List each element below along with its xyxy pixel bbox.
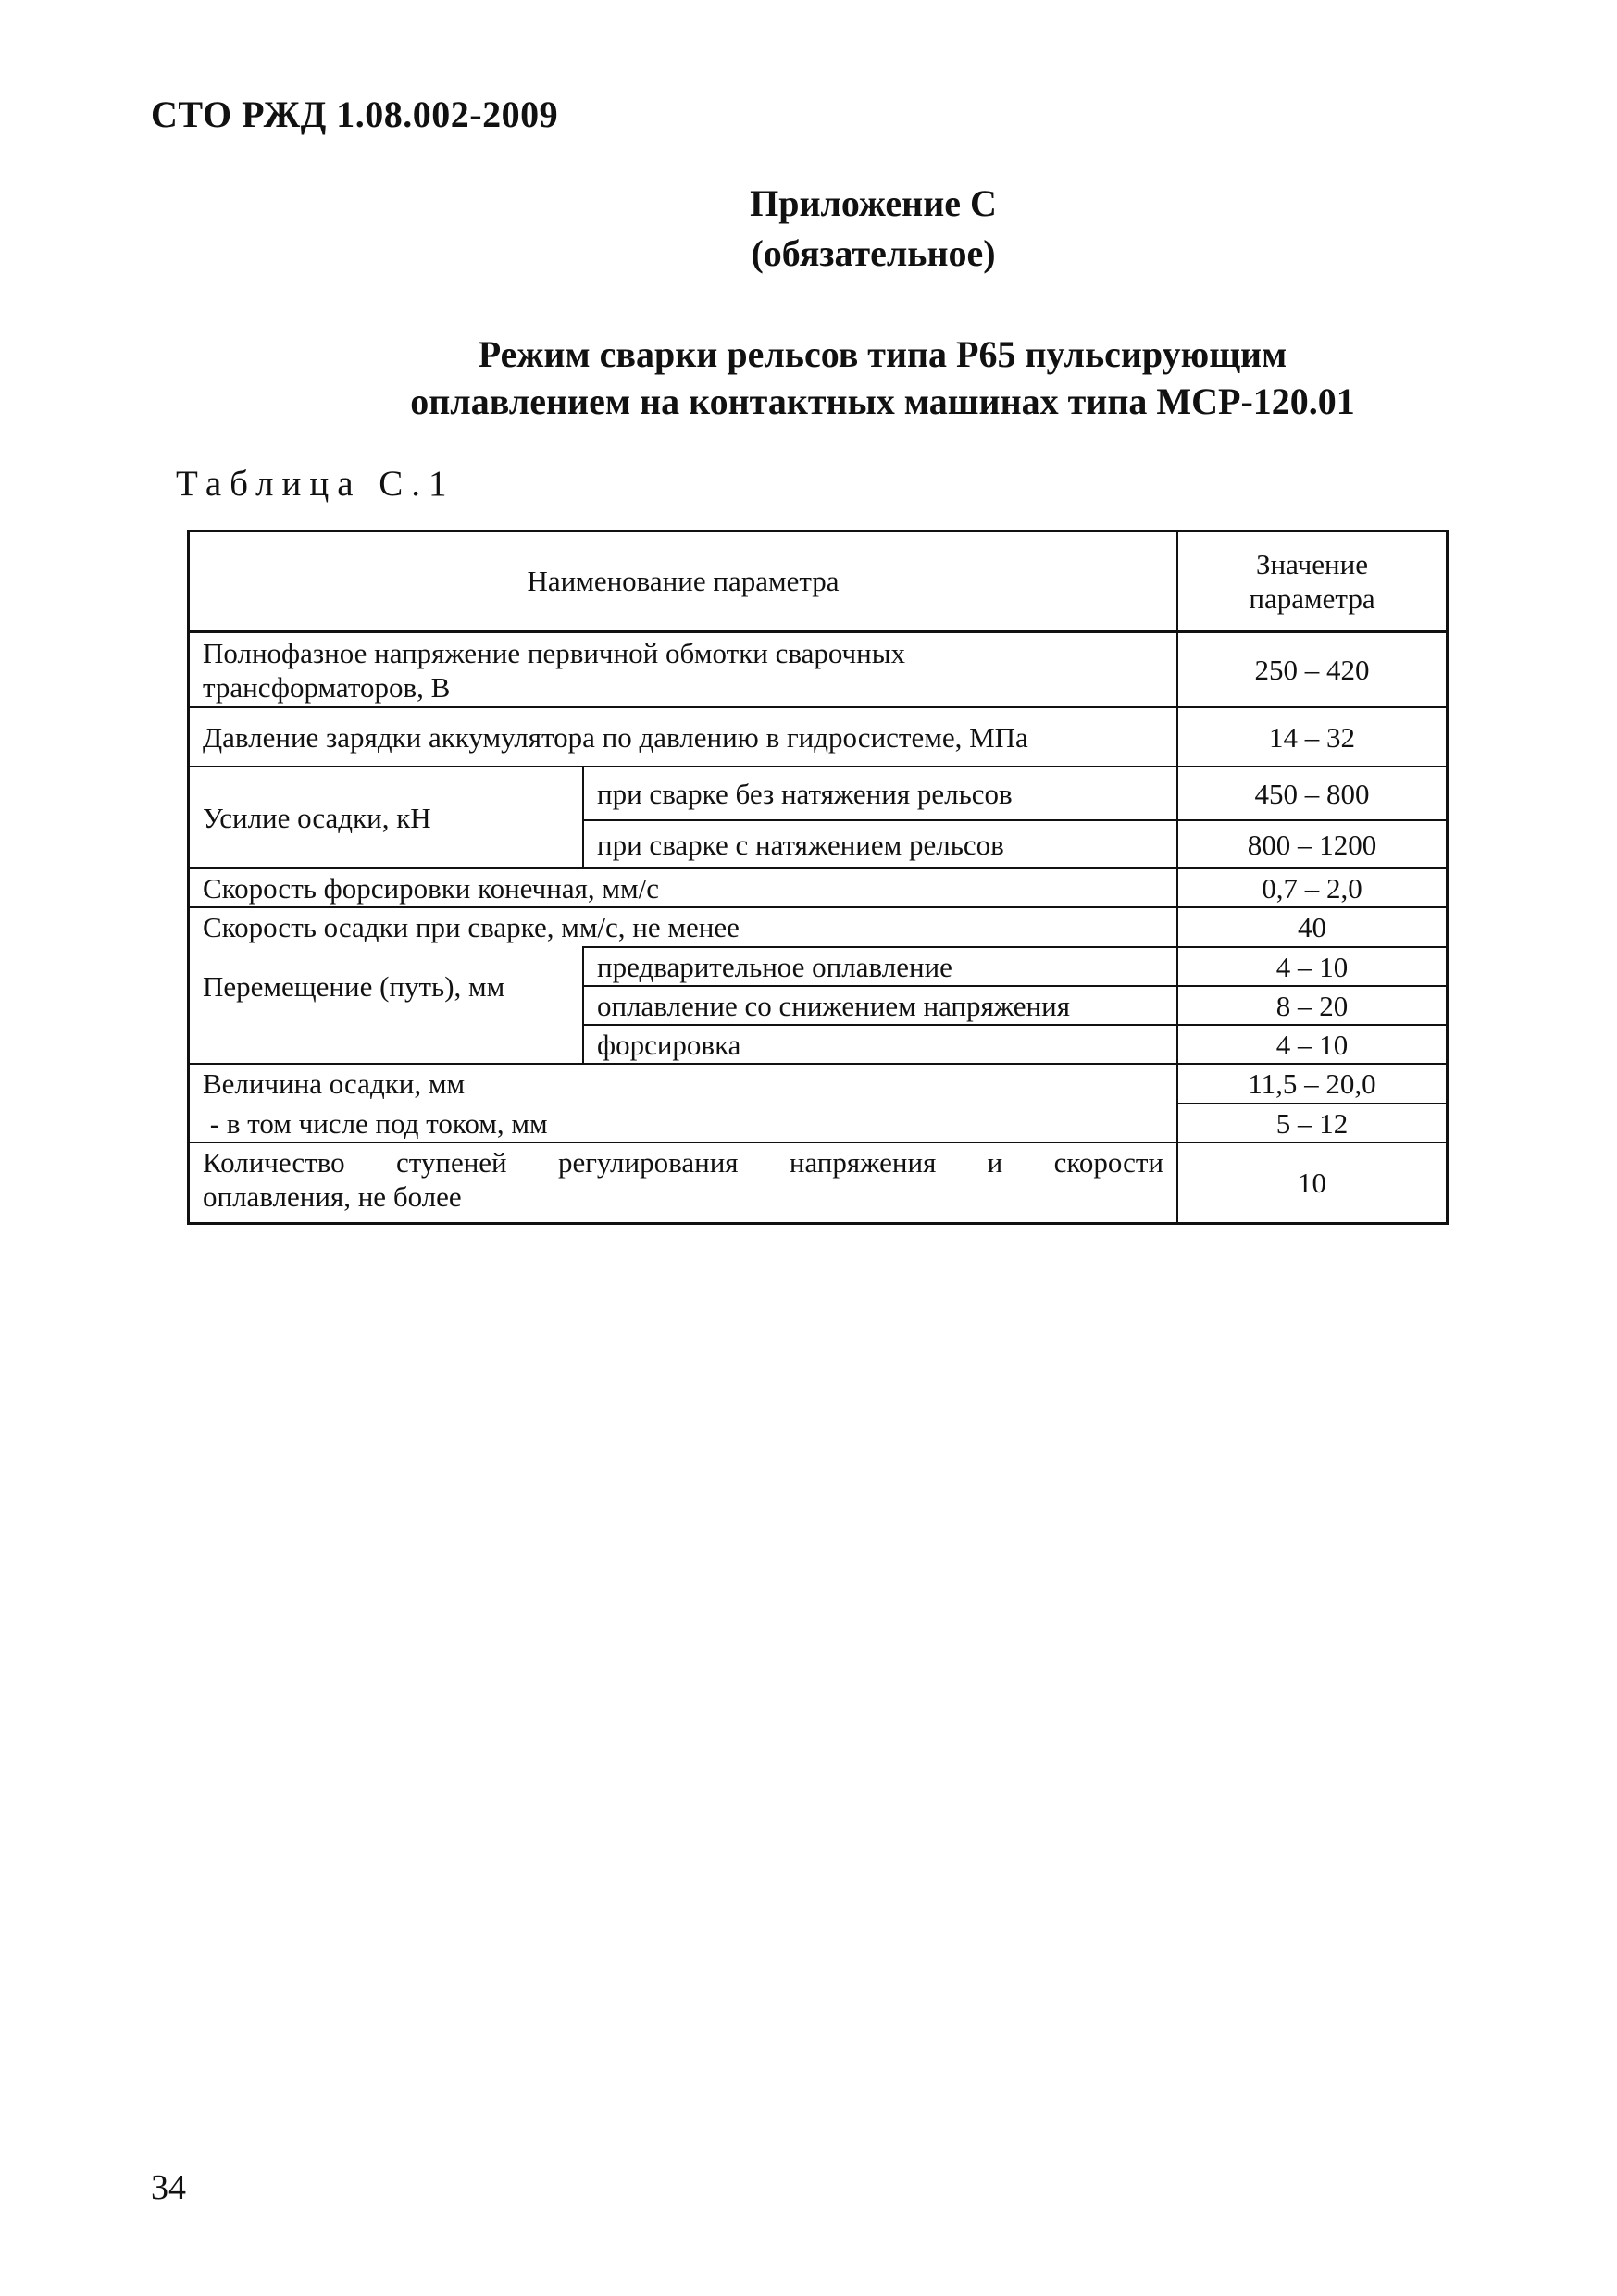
row-divider-mask (190, 1024, 582, 1026)
row-upset-force-sub-1: при сварке без натяжения рельсов (597, 777, 1013, 810)
header-value-line-2: параметра (1249, 581, 1375, 615)
header-param: Наименование параметра (527, 565, 840, 597)
header-value (1178, 532, 1446, 630)
row-steps-param-line-1: Количество ступеней регулирования напряжения и скорости (203, 1146, 1163, 1179)
table-label: Таблица С.1 (176, 464, 455, 504)
section-title (0, 331, 1617, 425)
row-displacement-sub-2-value: 8 – 20 (1275, 989, 1349, 1022)
row-voltage-param-line-1: Полнофазное напряжение первичной обмотки сварочных (203, 636, 906, 669)
row-upset-size-value: 11,5 – 20,0 (1248, 1067, 1376, 1100)
row-voltage-param (190, 633, 1176, 706)
row-boost-speed-value: 0,7 – 2,0 (1262, 871, 1362, 905)
row-boost-speed-param: Скорость форсировки конечная, мм/с (203, 871, 659, 905)
row-upset-force-sub-2: при сварке с натяжением рельсов (597, 828, 1004, 861)
row-steps-value: 10 (1298, 1167, 1326, 1199)
row-upset-size-sub-param: - в том числе под током, мм (203, 1106, 548, 1140)
appendix-heading (0, 179, 1617, 279)
row-upset-speed-value: 40 (1298, 911, 1326, 943)
parameters-table (187, 530, 1449, 1225)
section-title-line-1: Режим сварки рельсов типа Р65 пульсирующим (478, 333, 1287, 375)
row-upset-speed-param: Скорость осадки при сварке, мм/с, не менее (203, 911, 740, 943)
appendix-status: (обязательное) (751, 232, 996, 274)
page-number: 34 (151, 2168, 186, 2207)
row-displacement-sub-3-value: 4 – 10 (1275, 1028, 1349, 1061)
row-steps-param-line-2: оплавления, не более (203, 1180, 462, 1213)
row-accumulator-value: 14 – 32 (1269, 720, 1355, 754)
row-steps-param (190, 1143, 1176, 1222)
row-displacement-sub-3: форсировка (597, 1028, 741, 1061)
section-title-line-2: оплавлением на контактных машинах типа МСР-120.01 (410, 381, 1355, 422)
document-code: СТО РЖД 1.08.002-2009 (151, 94, 559, 135)
row-accumulator-param: Давление зарядки аккумулятора по давлению в гидросистеме, МПа (203, 720, 1028, 754)
row-upset-force-param: Усилие осадки, кН (203, 801, 431, 834)
row-displacement-sub-1: предварительное оплавление (597, 950, 952, 983)
header-value-line-1: Значение (1256, 547, 1368, 580)
appendix-title: Приложение С (750, 182, 997, 224)
row-upset-size-sub-value: 5 – 12 (1275, 1106, 1349, 1140)
row-displacement-sub-2: оплавление со снижением напряжения (597, 989, 1070, 1022)
row-voltage-value: 250 – 420 (1254, 654, 1370, 686)
row-voltage-param-line-2: трансформаторов, В (203, 670, 451, 704)
row-upset-size-param: Величина осадки, мм (203, 1067, 466, 1100)
row-displacement-param: Перемещение (путь), мм (203, 969, 505, 1003)
row-displacement-sub-1-value: 4 – 10 (1275, 950, 1349, 983)
row-upset-force-sub-2-value: 800 – 1200 (1247, 828, 1377, 861)
row-upset-force-sub-1-value: 450 – 800 (1254, 777, 1370, 810)
